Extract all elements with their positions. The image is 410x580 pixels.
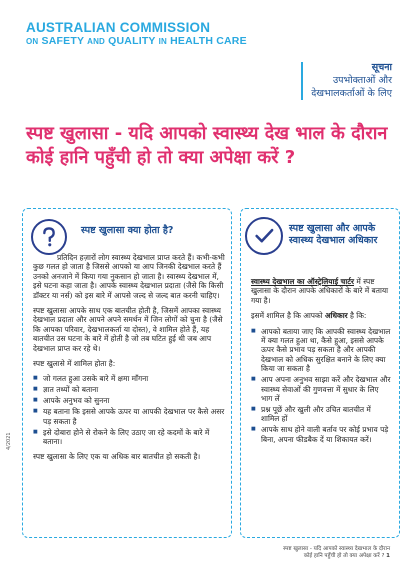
side-code: 4/2021: [6, 432, 12, 450]
footer-line1: स्पष्ट खुलासा - यदि आपको स्वास्थ्य देखभाल के दौरान: [283, 546, 390, 552]
list-item: ■ इसे दोबारा होने से रोकने के लिए उठाए जा रहे कदमों के बारे में बताना।: [33, 428, 225, 447]
list-item: ■ यह बताना कि इससे आपके ऊपर या आपकी देखभाल पर कैसे असर पड़ सकता है: [33, 407, 225, 426]
left-para-4: स्पष्ट खुलासा के लिए एक या अधिक बार बातचीत हो सकती है।: [33, 452, 201, 462]
left-para-3: स्पष्ट खुलासे में शामिल होता है:: [33, 359, 116, 369]
list-item: ■ आपके अनुभव को सुनना: [33, 396, 225, 405]
org-name-line2: ON SAFETY AND QUALITY IN HEALTH CARE: [26, 35, 247, 47]
list-item: ■ आप अपना अनुभव साझा करें और देखभाल और स्वास्थ्य सेवाओं की गुणवत्ता में सुधार के लिए भाग लें: [251, 375, 391, 403]
list-item: ■ जो गलत हुआ उसके बारे में क्षमा माँगना: [33, 374, 225, 383]
list-item: ■ प्रश्न पूछें और खुली और उचित बातचीत में शामिल हों: [251, 405, 391, 424]
left-panel-heading: स्पष्ट खुलासा क्या होता है?: [81, 225, 174, 236]
list-item: ■ आपके साथ होने वाली बर्ताव पर कोई प्रभाव पड़े बिना, अपना फीडबैक दें या शिकायत करें।: [251, 425, 391, 444]
rights-lead: इसमें शामिल है कि आपको अधिकार है कि:: [251, 311, 367, 321]
org-logo: [26, 20, 247, 48]
left-para-1: प्रतिदिन हज़ारों लोग स्वास्थ्य देखभाल प्राप्त करते हैं। कभी-कभी कुछ गलत हो जाता है जिससे आपको या आप जिनकी देखभाल करते हैं उनको अनजाने में किया गया नुकसान हो जाता है। स्वास्थ्य देखभाल में, इसे घटना कहा जाता है। आपके स्वास्थ्य देखभाल प्रदाता (जैसे कि किसी डॉक्टर या नर्स) को इस बारे में आपसे जल्द से जल्द बात करनी चाहिए।: [33, 253, 225, 300]
question-mark-icon-svg: [35, 223, 63, 251]
left-panel-body: [33, 253, 225, 468]
left-para-2: स्पष्ट खुलासा आपके साथ एक बातचीत होती है, जिसमें आपका स्वास्थ्य देखभाल प्रदाता और आपने अपने समर्थन में जिन लोगों को चुना है (जैसे कि आपका परिवार, देखभालकर्ता या दोस्त), वे शामिल होते हैं, यह बातचीत उस घटना के बारे में होती है जो तब घटित हुई थी जब आप देखभाल प्राप्त कर रहे थे।: [33, 306, 223, 353]
page-number: 1: [386, 553, 390, 559]
right-intro: स्वास्थ्य देखभाल का ऑस्ट्रेलियाई चार्टर में स्पष्ट खुलासा के दौरान आपके अधिकारों के बारे में बताया गया है।: [251, 277, 389, 305]
right-panel-body: [251, 277, 391, 450]
list-item: ■ आपको बताया जाए कि आपकी स्वास्थ्य देखभाल में क्या गलत हुआ था, कैसे हुआ, इससे आपके ऊपर कैसे प्रभाव पड़ सकता है और आपकी देखभाल को अधिक सुरक्षित बनाने के लिए क्या किया जा सकता है: [251, 327, 391, 374]
right-panel-heading: स्पष्ट खुलासा और आपके स्वास्थ्य देखभाल अधिकार: [289, 223, 378, 246]
checkmark-icon-svg: [250, 222, 278, 250]
audience-line2: देखभालकर्ताओं के लिए: [311, 88, 392, 99]
rights-bullet-list: [251, 327, 391, 444]
footer-line2: कोई हानि पहुँची हो तो क्या अपेक्षा करें ? 1: [303, 553, 390, 559]
doc-type-block: [301, 62, 392, 100]
audience-line1: उपभोक्ताओं और: [332, 75, 392, 86]
org-name-line1: AUSTRALIAN COMMISSION: [26, 20, 211, 35]
footer: [230, 546, 390, 560]
question-mark-icon: [31, 219, 67, 255]
checkmark-icon: [245, 217, 283, 255]
doc-type-label: सूचना: [371, 62, 392, 73]
what-is-open-disclosure-panel: [22, 208, 232, 538]
list-item: ■ ज्ञात तथ्यों को बताना: [33, 385, 225, 394]
left-bullet-list: [33, 374, 225, 446]
rights-panel: [240, 208, 400, 538]
charter-link[interactable]: स्वास्थ्य देखभाल का ऑस्ट्रेलियाई चार्टर: [251, 277, 355, 286]
page-title: स्पष्ट खुलासा - यदि आपको स्वास्थ्य देख भाल के दौरान कोई हानि पहुँची हो तो क्या अपेक्षा करें ?: [26, 123, 388, 168]
